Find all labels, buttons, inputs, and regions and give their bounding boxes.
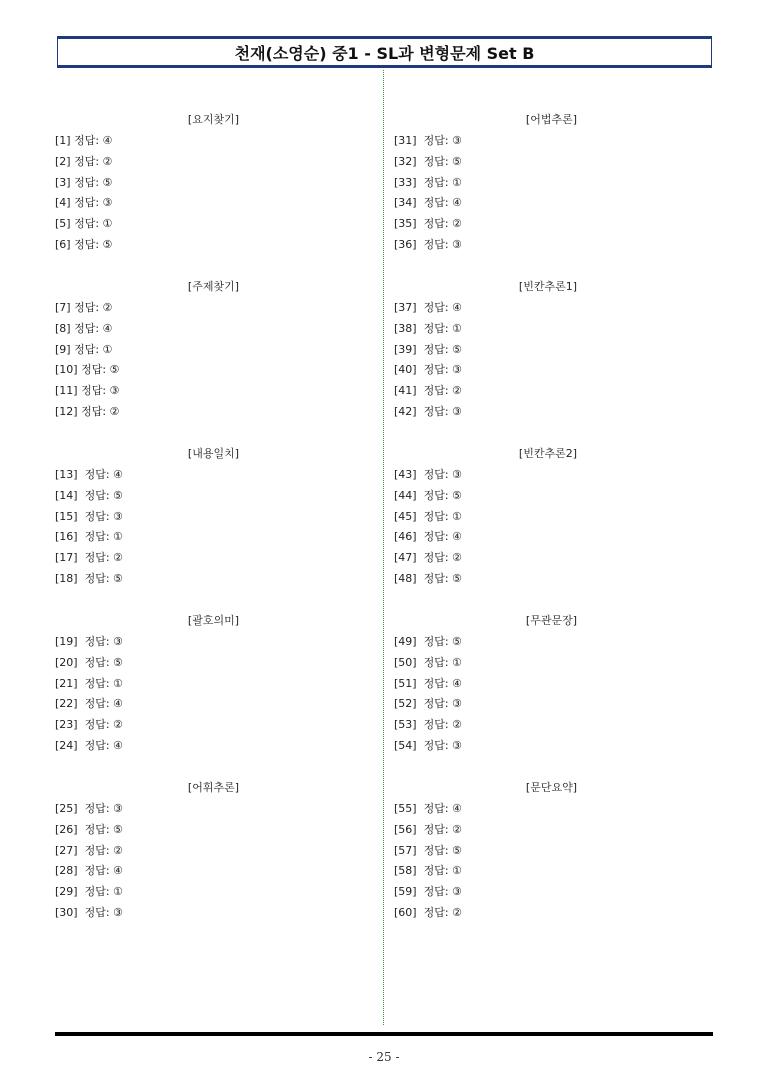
section-title: [어휘추론] <box>187 781 239 794</box>
answer-item: [60] 정답: ② <box>394 905 462 919</box>
answer-item: [53] 정답: ② <box>394 718 462 732</box>
answer-item: [26] 정답: ⑤ <box>55 822 123 836</box>
column-divider <box>383 70 384 1025</box>
answer-item: [27] 정답: ② <box>55 843 123 857</box>
answer-item: [25] 정답: ③ <box>55 802 123 815</box>
answer-item: [38] 정답: ① <box>394 321 462 335</box>
left-column <box>55 109 355 944</box>
answer-item: [11] 정답: ③ <box>55 384 120 398</box>
answer-item: [40] 정답: ③ <box>394 363 462 377</box>
answer-item: [9] 정답: ① <box>55 342 113 356</box>
answer-item: [46] 정답: ④ <box>394 530 462 544</box>
answer-section <box>55 777 355 944</box>
answer-item: [45] 정답: ① <box>394 509 462 523</box>
section-title: [괄호의미] <box>187 614 239 627</box>
section-title: [무관문장] <box>525 614 577 627</box>
answer-item: [49] 정답: ⑤ <box>394 635 462 648</box>
answer-item: [29] 정답: ① <box>55 885 123 899</box>
footer-rule <box>55 1032 713 1036</box>
answer-section <box>394 610 694 777</box>
right-column <box>394 109 694 944</box>
answer-item: [35] 정답: ② <box>394 217 462 231</box>
answer-item: [24] 정답: ④ <box>55 738 123 752</box>
answer-item: [41] 정답: ② <box>394 384 462 398</box>
answer-item: [19] 정답: ③ <box>55 635 123 648</box>
section-title: [빈칸추론1] <box>518 280 577 293</box>
answer-item: [51] 정답: ④ <box>394 676 462 690</box>
answer-item: [31] 정답: ③ <box>394 134 462 147</box>
answer-item: [30] 정답: ③ <box>55 905 123 919</box>
answer-item: [14] 정답: ⑤ <box>55 488 123 502</box>
answer-item: [37] 정답: ④ <box>394 301 462 314</box>
answer-item: [34] 정답: ④ <box>394 196 462 210</box>
answer-section <box>394 443 694 610</box>
answer-item: [36] 정답: ③ <box>394 237 462 251</box>
answer-item: [52] 정답: ③ <box>394 697 462 711</box>
answer-item: [43] 정답: ③ <box>394 468 462 481</box>
page-number: - 25 - <box>368 1050 400 1064</box>
answer-item: [1] 정답: ④ <box>55 134 113 147</box>
answer-section <box>55 443 355 610</box>
answer-section <box>394 276 694 443</box>
answer-item: [20] 정답: ⑤ <box>55 655 123 669</box>
answer-item: [16] 정답: ① <box>55 530 123 544</box>
answer-item: [28] 정답: ④ <box>55 864 123 878</box>
answer-item: [6] 정답: ⑤ <box>55 237 113 251</box>
answer-item: [55] 정답: ④ <box>394 802 462 815</box>
answer-item: [42] 정답: ③ <box>394 404 462 418</box>
answer-item: [21] 정답: ① <box>55 676 123 690</box>
answer-section <box>394 109 694 276</box>
section-title: [주제찾기] <box>187 280 239 293</box>
answer-item: [3] 정답: ⑤ <box>55 175 113 189</box>
section-title: [문단요약] <box>525 781 577 794</box>
answer-item: [56] 정답: ② <box>394 822 462 836</box>
answer-item: [7] 정답: ② <box>55 301 113 314</box>
answer-item: [32] 정답: ⑤ <box>394 154 462 168</box>
answer-item: [22] 정답: ④ <box>55 697 123 711</box>
section-title: [요지찾기] <box>187 113 239 126</box>
answer-item: [48] 정답: ⑤ <box>394 571 462 585</box>
answer-item: [50] 정답: ① <box>394 655 462 669</box>
answer-item: [58] 정답: ① <box>394 864 462 878</box>
answer-item: [39] 정답: ⑤ <box>394 342 462 356</box>
answer-item: [47] 정답: ② <box>394 551 462 565</box>
answer-item: [54] 정답: ③ <box>394 738 462 752</box>
answer-item: [8] 정답: ④ <box>55 321 113 335</box>
section-title: [빈칸추론2] <box>518 447 577 460</box>
section-title: [어법추론] <box>525 113 577 126</box>
answer-item: [15] 정답: ③ <box>55 509 123 523</box>
answer-item: [57] 정답: ⑤ <box>394 843 462 857</box>
answer-section <box>55 276 355 443</box>
answer-item: [10] 정답: ⑤ <box>55 363 120 377</box>
answer-item: [5] 정답: ① <box>55 217 113 231</box>
page-title: 천재(소영순) 중1 - SL과 변형문제 Set B <box>57 36 712 68</box>
answer-item: [13] 정답: ④ <box>55 468 123 481</box>
answer-item: [2] 정답: ② <box>55 154 113 168</box>
answer-item: [44] 정답: ⑤ <box>394 488 462 502</box>
section-title: [내용일치] <box>187 447 239 460</box>
answer-item: [59] 정답: ③ <box>394 885 462 899</box>
answer-section <box>394 777 694 944</box>
answer-item: [18] 정답: ⑤ <box>55 571 123 585</box>
answer-section <box>55 109 355 276</box>
answer-item: [12] 정답: ② <box>55 404 120 418</box>
answer-item: [4] 정답: ③ <box>55 196 113 210</box>
answer-item: [17] 정답: ② <box>55 551 123 565</box>
answer-item: [23] 정답: ② <box>55 718 123 732</box>
answer-item: [33] 정답: ① <box>394 175 462 189</box>
answer-section <box>55 610 355 777</box>
